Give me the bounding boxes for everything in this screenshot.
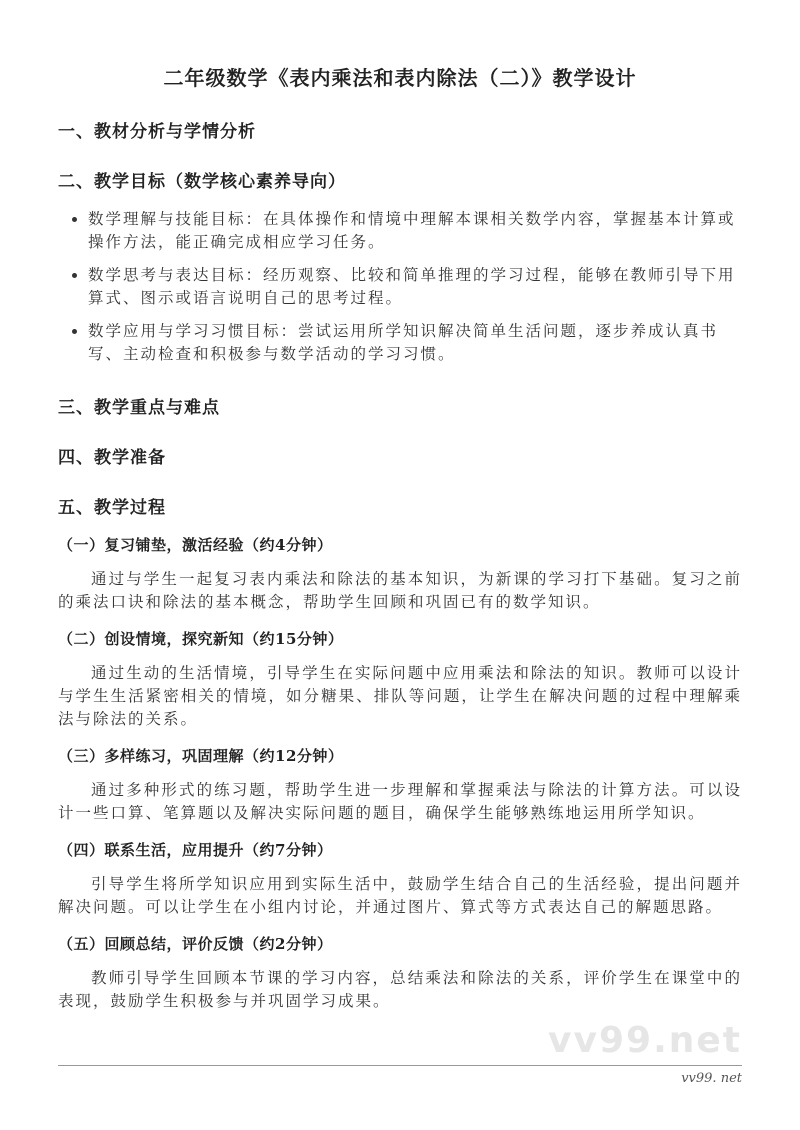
step-heading: （二）创设情境，探究新知（约15分钟） [58, 630, 344, 648]
objectives-list [68, 208, 742, 366]
step-text: 教师引导学生回顾本节课的学习内容，总结乘法和除法的关系，评价学生在课堂中的表现，鼓励学生积极参与并巩固学习成果。 [58, 969, 742, 1010]
step-heading: （三）多样练习，巩固理解（约12分钟） [58, 747, 344, 765]
watermark: vv99.net [548, 1020, 742, 1061]
step-text: 引导学生将所学知识应用到实际生活中，鼓励学生结合自己的生活经验，提出问题并解决问题。可以让学生在小组内讨论，并通过图片、算式等方式表达自己的解题思路。 [58, 875, 742, 916]
document-title: 二年级数学《表内乘法和表内除法（二）》教学设计 [163, 66, 637, 90]
step-text: 通过多种形式的练习题，帮助学生进一步理解和掌握乘法与除法的计算方法。可以设计一些口算、笔算题以及解决实际问题的题目，确保学生能够熟练地运用所学知识。 [58, 781, 742, 822]
step-heading: （一）复习铺垫，激活经验（约4分钟） [58, 536, 333, 554]
section-heading-2: 二、教学目标（数学核心素养导向） [58, 172, 346, 192]
bullet-icon [72, 329, 77, 334]
footer-divider [58, 1065, 742, 1066]
step-text: 通过生动的生活情境，引导学生在实际问题中应用乘法和除法的知识。教师可以设计与学生生活紧密相关的情境，如分糖果、排队等问题，让学生在解决问题的过程中理解乘法与除法的关系。 [58, 664, 742, 728]
step-heading: （五）回顾总结，评价反馈（约2分钟） [58, 935, 333, 953]
list-item: 数学应用与学习习惯目标：尝试运用所学知识解决简单生活问题，逐步养成认真书写、主动检查和积极参与数学活动的学习习惯。 [68, 320, 742, 366]
section-heading-3: 三、教学重点与难点 [58, 398, 220, 418]
watermark-row [58, 1021, 742, 1061]
step-heading: （四）联系生活，应用提升（约7分钟） [58, 841, 333, 859]
bullet-icon [72, 217, 77, 222]
section-heading-4: 四、教学准备 [58, 448, 166, 468]
section-heading-5: 五、教学过程 [58, 498, 166, 518]
footer-site: vv99. net [681, 1071, 742, 1086]
list-item: 数学理解与技能目标：在具体操作和情境中理解本课相关数学内容，掌握基本计算或操作方法，能正确完成相应学习任务。 [68, 208, 742, 254]
bullet-icon [72, 273, 77, 278]
section-heading-1: 一、教材分析与学情分析 [58, 122, 256, 142]
step-text: 通过与学生一起复习表内乘法和除法的基本知识，为新课的学习打下基础。复习之前的乘法口诀和除法的基本概念，帮助学生回顾和巩固已有的数学知识。 [58, 570, 742, 611]
list-item: 数学思考与表达目标：经历观察、比较和简单推理的学习过程，能够在教师引导下用算式、图示或语言说明自己的思考过程。 [68, 264, 742, 310]
